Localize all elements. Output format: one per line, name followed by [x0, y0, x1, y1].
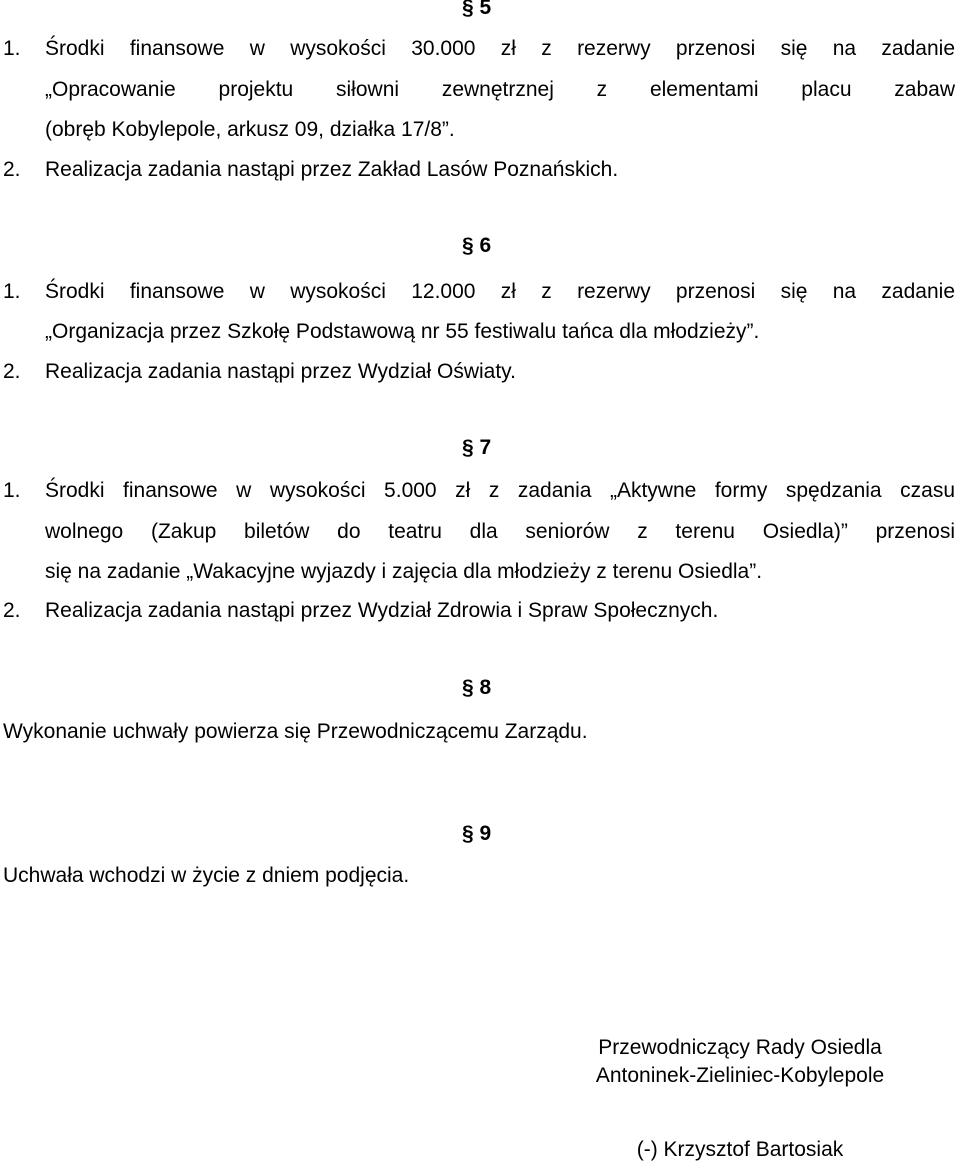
item-text-line: wolnego (Zakup biletów do teatru dla seniorów z terenu Osiedla)” przenosi: [45, 520, 955, 543]
signature-block: [560, 1036, 920, 1162]
signature-name: (-) Krzysztof Bartosiak: [636, 1138, 844, 1161]
item-number: 1.: [3, 280, 21, 303]
item-text-line: Realizacja zadania nastąpi przez Wydział Oświaty.: [45, 360, 516, 383]
item-text-line: (obręb Kobylepole, arkusz 09, działka 17/8”.: [45, 118, 455, 141]
section-heading-5: [462, 0, 491, 20]
section-number: § 9: [462, 822, 492, 845]
item-text-line: się na zadanie „Wakacyjne wyjazdy i zajęcia dla młodzieży z terenu Osiedla”.: [45, 560, 763, 583]
item-text-line: „Opracowanie projektu siłowni zewnętrznej z elementami placu zabaw: [45, 78, 955, 101]
item-number: 1.: [3, 479, 21, 502]
item-number: 2.: [3, 158, 21, 181]
item-number: 1.: [3, 37, 21, 60]
item-text-line: „Organizacja przez Szkołę Podstawową nr 55 festiwalu tańca dla młodzieży”.: [45, 320, 760, 343]
section-heading-9: [462, 822, 491, 846]
item-text-line: Środki finansowe w wysokości 30.000 zł z rezerwy przenosi się na zadanie: [45, 37, 955, 60]
section-number: § 6: [462, 234, 492, 257]
item-text-line: Środki finansowe w wysokości 5.000 zł z zadania „Aktywne formy spędzania czasu: [45, 479, 955, 502]
section-number: § 8: [462, 676, 492, 699]
item-number: 2.: [3, 599, 21, 622]
section-heading-7: [462, 436, 491, 460]
section-8-text: Wykonanie uchwały powierza się Przewodniczącemu Zarządu.: [3, 720, 588, 743]
section-number: § 5: [462, 0, 492, 19]
section-9-text: Uchwała wchodzi w życie z dniem podjęcia.: [3, 864, 410, 887]
item-text-line: Środki finansowe w wysokości 12.000 zł z rezerwy przenosi się na zadanie: [45, 280, 955, 303]
item-text-line: Realizacja zadania nastąpi przez Wydział Zdrowia i Spraw Społecznych.: [45, 599, 719, 622]
section-heading-6: [462, 234, 491, 258]
signature-title-line2: Antoninek-Zieliniec-Kobylepole: [595, 1064, 885, 1087]
item-text-line: Realizacja zadania nastąpi przez Zakład Lasów Poznańskich.: [45, 158, 619, 181]
section-number: § 7: [462, 436, 492, 459]
item-number: 2.: [3, 360, 21, 383]
section-heading-8: [462, 676, 491, 700]
signature-title-line1: Przewodniczący Rady Osiedla: [598, 1036, 882, 1059]
